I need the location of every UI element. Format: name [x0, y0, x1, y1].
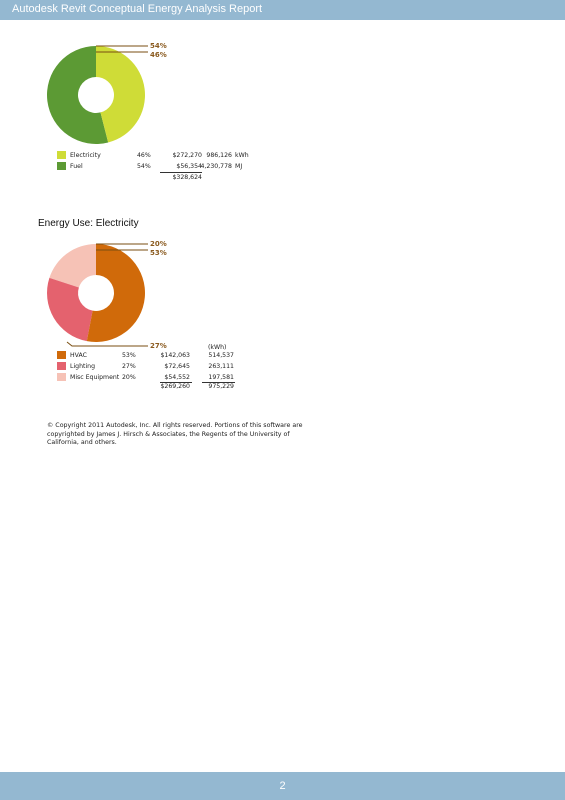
fuel-donut-chart	[40, 38, 167, 150]
misc-equipment-swatch	[57, 373, 66, 381]
section-title-electricity: Energy Use: Electricity	[38, 218, 139, 229]
total-energy: 975,229	[208, 383, 234, 390]
fuel-legend-table	[57, 151, 267, 186]
copyright-line-2: copyrighted by James J. Hirsch & Associates, the Regents of the University of	[47, 430, 290, 438]
electricity-swatch	[57, 151, 66, 159]
legend-energy: 4,230,778	[200, 163, 232, 170]
pct-label-fuel: 54%	[150, 42, 167, 50]
legend-row-fuel	[57, 162, 267, 172]
copyright-line-3: California, and others.	[47, 439, 117, 447]
legend-label: Misc Equipment	[70, 374, 120, 381]
copyright-line-1: © Copyright 2011 Autodesk, Inc. All rights reserved. Portions of this software are	[47, 422, 303, 429]
legend-label: Electricity	[70, 152, 101, 159]
legend-pct: 46%	[137, 152, 151, 159]
legend-cost: $54,552	[164, 374, 190, 381]
hvac-swatch	[57, 351, 66, 359]
total-cost: $328,624	[172, 174, 202, 181]
page-number: 2	[279, 780, 286, 792]
legend-cost: $272,270	[172, 152, 202, 159]
pct-label-hvac: 53%	[150, 249, 167, 257]
kwh-unit-header: (kWh)	[208, 344, 227, 351]
electricity-donut-chart	[40, 236, 167, 350]
legend-energy: 986,126	[206, 152, 232, 159]
report-title: Autodesk Revit Conceptual Energy Analysis Report	[12, 3, 263, 15]
legend-energy: 514,537	[208, 352, 234, 359]
legend-unit: kWh	[235, 152, 249, 159]
pct-label-lighting: 27%	[150, 342, 167, 350]
fuel-swatch	[57, 162, 66, 170]
copyright-notice	[47, 422, 347, 448]
legend-row-hvac	[57, 351, 267, 361]
legend-pct: 54%	[137, 163, 151, 170]
report-header-bar	[0, 0, 565, 20]
legend-label: Lighting	[70, 363, 96, 370]
report-footer-bar	[0, 772, 565, 800]
legend-cost: $56,354	[176, 163, 202, 170]
legend-energy: 197,581	[208, 374, 234, 381]
legend-pct: 53%	[122, 352, 136, 359]
legend-pct: 27%	[122, 363, 136, 370]
pct-label-misc: 20%	[150, 240, 167, 248]
legend-cost: $72,645	[164, 363, 190, 370]
legend-row-lighting	[57, 362, 267, 372]
legend-energy: 263,111	[208, 363, 234, 370]
legend-row-electricity	[57, 151, 267, 161]
legend-pct: 20%	[122, 374, 136, 381]
legend-cost: $142,063	[160, 352, 190, 359]
pct-label-electricity: 46%	[150, 51, 167, 59]
legend-label: Fuel	[70, 163, 83, 170]
total-cost: $269,260	[160, 383, 190, 390]
legend-label: HVAC	[70, 352, 87, 359]
slice-lighting	[47, 278, 93, 341]
legend-unit: MJ	[235, 163, 243, 170]
lighting-swatch	[57, 362, 66, 370]
electricity-legend-table	[57, 344, 267, 392]
total-divider	[160, 172, 202, 173]
